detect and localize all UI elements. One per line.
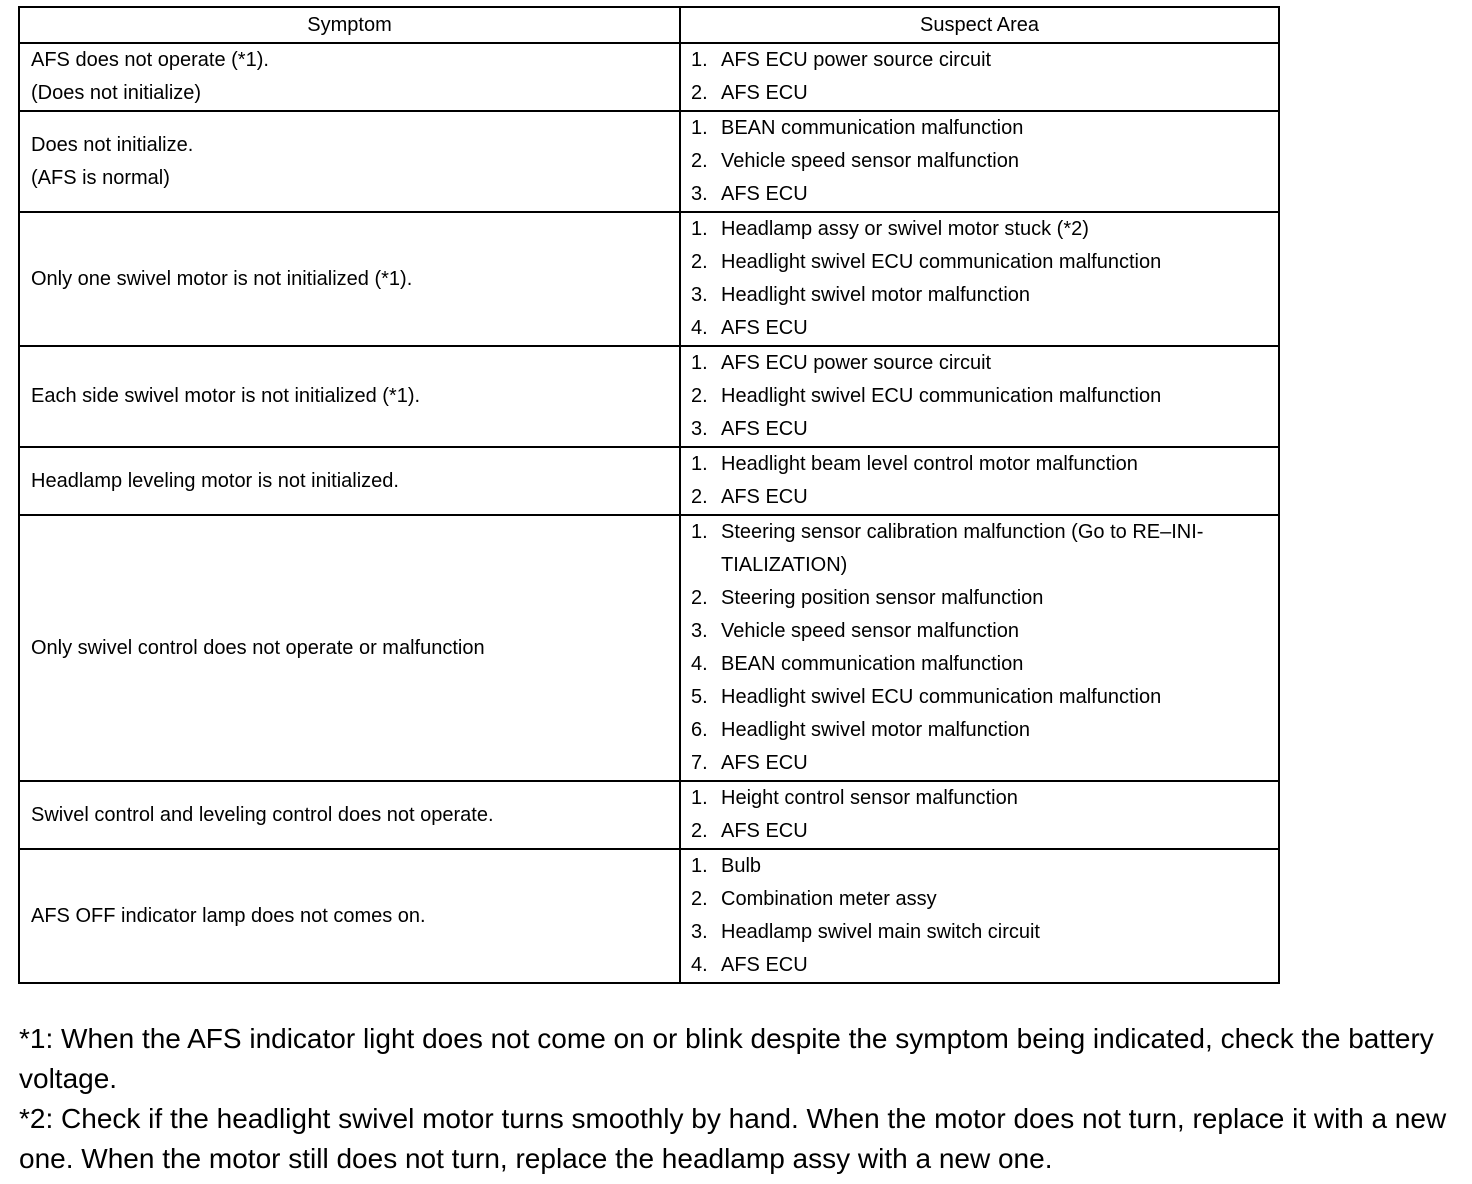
suspect-item-text: AFS ECU [721, 317, 808, 339]
suspect-item [691, 916, 1270, 949]
suspect-item [691, 949, 1270, 982]
suspect-item-number: 5. [691, 686, 708, 708]
symptom-text: Each side swivel motor is not initialized (*1). [31, 385, 421, 407]
table-row [19, 346, 1279, 447]
suspect-item [691, 347, 1270, 380]
suspect-item-number: 3. [691, 183, 708, 205]
suspect-item-text: AFS ECU power source circuit [721, 352, 992, 374]
suspect-item-text: BEAN communication malfunction [721, 653, 1024, 675]
suspect-item-number: 1. [691, 218, 708, 240]
suspect-area-cell [680, 346, 1279, 447]
table-row [19, 43, 1279, 111]
symptom-cell [19, 447, 680, 515]
suspect-item [691, 516, 1270, 582]
symptom-text: AFS does not operate (*1). [31, 49, 269, 71]
suspect-item-text: AFS ECU [721, 486, 808, 508]
suspect-item [691, 782, 1270, 815]
header-symptom: Symptom [19, 7, 680, 43]
suspect-item [691, 747, 1270, 780]
suspect-item-text: Headlamp assy or swivel motor stuck (*2) [721, 218, 1089, 240]
suspect-item-text: AFS ECU [721, 183, 808, 205]
suspect-item-number: 4. [691, 317, 708, 339]
suspect-item-text: Steering sensor calibration malfunction (Go to RE–INI-TIALIZATION) [721, 521, 1204, 576]
symptom-cell [19, 346, 680, 447]
suspect-list [691, 850, 1270, 982]
suspect-item [691, 312, 1270, 345]
suspect-item-text: Bulb [721, 855, 762, 877]
suspect-item [691, 77, 1270, 110]
footnotes [19, 1019, 1464, 1179]
table-header-row [19, 7, 1279, 43]
suspect-list [691, 516, 1270, 780]
suspect-item-number: 3. [691, 921, 708, 943]
suspect-item [691, 681, 1270, 714]
symptom-cell [19, 43, 680, 111]
suspect-item-number: 1. [691, 453, 708, 475]
suspect-item-number: 2. [691, 251, 708, 273]
suspect-item [691, 648, 1270, 681]
suspect-item-number: 2. [691, 888, 708, 910]
symptom-cell [19, 849, 680, 983]
suspect-item-number: 1. [691, 117, 708, 139]
suspect-item-text: AFS ECU [721, 418, 808, 440]
table-row [19, 447, 1279, 515]
table-body [19, 43, 1279, 983]
suspect-item-text: Vehicle speed sensor malfunction [721, 150, 1019, 172]
suspect-area-cell [680, 515, 1279, 781]
suspect-area-cell [680, 447, 1279, 515]
symptom-text: (AFS is normal) [31, 166, 170, 189]
suspect-item-text: Headlight swivel ECU communication malfunction [721, 686, 1162, 708]
suspect-item-number: 3. [691, 284, 708, 306]
suspect-item [691, 145, 1270, 178]
suspect-item-text: Headlight swivel ECU communication malfunction [721, 385, 1162, 407]
table-row [19, 515, 1279, 781]
suspect-item-text: Combination meter assy [721, 888, 937, 910]
suspect-item-number: 4. [691, 954, 708, 976]
header-suspect-area: Suspect Area [680, 7, 1279, 43]
suspect-list [691, 448, 1270, 514]
symptom-table [18, 6, 1280, 984]
suspect-item-number: 2. [691, 820, 708, 842]
suspect-item-number: 2. [691, 486, 708, 508]
suspect-item-text: Headlight swivel motor malfunction [721, 284, 1031, 306]
suspect-item [691, 380, 1270, 413]
suspect-item-number: 6. [691, 719, 708, 741]
symptom-text: AFS OFF indicator lamp does not comes on. [31, 904, 426, 927]
table-row [19, 111, 1279, 212]
symptom-text: Headlamp leveling motor is not initialized. [31, 469, 399, 492]
suspect-item-number: 1. [691, 521, 708, 543]
suspect-item-number: 3. [691, 620, 708, 642]
suspect-item-number: 2. [691, 587, 708, 609]
suspect-list [691, 213, 1270, 345]
suspect-area-cell [680, 781, 1279, 849]
suspect-item [691, 44, 1270, 77]
suspect-item-number: 2. [691, 82, 708, 104]
suspect-item [691, 883, 1270, 916]
symptom-cell [19, 515, 680, 781]
suspect-item [691, 714, 1270, 747]
symptom-text: Only swivel control does not operate or malfunction [31, 636, 485, 659]
suspect-area-cell [680, 212, 1279, 346]
table-row [19, 849, 1279, 983]
symptom-cell [19, 781, 680, 849]
suspect-item [691, 213, 1270, 246]
suspect-item-text: AFS ECU [721, 954, 808, 976]
suspect-area-cell [680, 43, 1279, 111]
suspect-item [691, 850, 1270, 883]
suspect-item-number: 3. [691, 418, 708, 440]
suspect-item-text: Height control sensor malfunction [721, 787, 1018, 809]
suspect-item-text: BEAN communication malfunction [721, 117, 1024, 139]
suspect-item-text: Headlight beam level control motor malfunction [721, 453, 1138, 475]
suspect-item [691, 178, 1270, 211]
suspect-item-number: 1. [691, 49, 708, 71]
suspect-list [691, 782, 1270, 848]
symptom-text: (Does not initialize) [31, 82, 202, 104]
suspect-item-number: 1. [691, 787, 708, 809]
symptom-cell [19, 111, 680, 212]
suspect-item-text: Headlamp swivel main switch circuit [721, 921, 1040, 943]
table-row [19, 781, 1279, 849]
suspect-item-number: 7. [691, 752, 708, 774]
suspect-item-text: AFS ECU [721, 82, 808, 104]
suspect-item [691, 279, 1270, 312]
suspect-area-cell [680, 111, 1279, 212]
suspect-list [691, 44, 1270, 110]
suspect-list [691, 347, 1270, 446]
suspect-item [691, 448, 1270, 481]
footnote-1: *1: When the AFS indicator light does not come on or blink despite the symptom being indicated, check the battery voltage. [19, 1023, 1434, 1094]
suspect-item-text: Headlight swivel ECU communication malfunction [721, 251, 1162, 273]
suspect-area-cell [680, 849, 1279, 983]
suspect-item [691, 815, 1270, 848]
suspect-item-text: AFS ECU [721, 820, 808, 842]
symptom-text: Swivel control and leveling control does not operate. [31, 803, 494, 826]
suspect-item-number: 1. [691, 352, 708, 374]
symptom-text: Only one swivel motor is not initialized (*1). [31, 267, 413, 290]
suspect-item [691, 582, 1270, 615]
suspect-item [691, 246, 1270, 279]
suspect-item-text: AFS ECU [721, 752, 808, 774]
suspect-list [691, 112, 1270, 211]
suspect-item [691, 112, 1270, 145]
suspect-item-text: Steering position sensor malfunction [721, 587, 1044, 609]
suspect-item-number: 2. [691, 385, 708, 407]
suspect-item-number: 4. [691, 653, 708, 675]
suspect-item-text: Headlight swivel motor malfunction [721, 719, 1031, 741]
table-row [19, 212, 1279, 346]
suspect-item [691, 615, 1270, 648]
symptom-cell [19, 212, 680, 346]
symptom-text: Does not initialize. [31, 133, 194, 156]
suspect-item-text: AFS ECU power source circuit [721, 49, 992, 71]
suspect-item-number: 2. [691, 150, 708, 172]
suspect-item-text: Vehicle speed sensor malfunction [721, 620, 1019, 642]
footnote-2: *2: Check if the headlight swivel motor turns smoothly by hand. When the motor does not turn, replace it with a new one. When the motor still does not turn, replace the headlamp assy with a new one. [19, 1103, 1447, 1174]
suspect-item [691, 481, 1270, 514]
suspect-item [691, 413, 1270, 446]
suspect-item-number: 1. [691, 855, 708, 877]
